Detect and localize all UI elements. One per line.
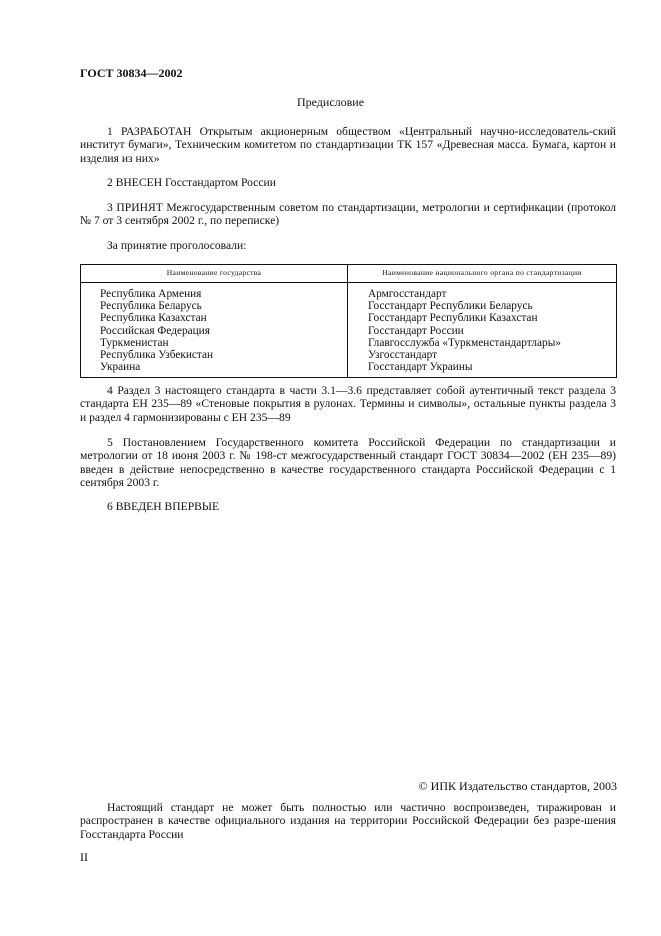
table-cell-state: Туркменистан — [81, 337, 348, 349]
paragraph-resolution: 5 Постановлением Государственного комитета Российской Федерации по стандартизации и метрологии от 18 июня 2003 г. № 198-ст межгосударственный стандарт ГОСТ 30834—2002 (ЕН 235—89) введен в действие непосредственно в качестве государственного стандарта Российской Федерации с 1 сентября 2003 г. — [80, 436, 616, 490]
table-cell-state: Республика Узбекистан — [81, 349, 348, 361]
copyright-notice: © ИПК Издательство стандартов, 2003 — [418, 779, 617, 793]
table-header-standards-body: Наименование национального органа по стандартизации — [348, 265, 617, 283]
paragraph-harmonization: 4 Раздел 3 настоящего стандарта в части 3.1—3.6 представляет собой аутентичный текст раздела 3 стандарта ЕН 235—89 «Стеновые покрытия в рулонах. Термины и символы», остальные пункты раздела 3 и раздел 4 гармонизированы с ЕН 235—89 — [80, 384, 616, 424]
paragraph-voted: За принятие проголосовали: — [107, 239, 247, 252]
voting-table — [80, 264, 617, 378]
table-header-row — [81, 265, 617, 283]
paragraph-developed: 1 РАЗРАБОТАН Открытым акционерным обществом «Центральный научно-исследователь-ский институт бумаги», Техническим комитетом по стандартизации ТК 157 «Древесная масса. Бумага, картон и изделия из них» — [80, 125, 616, 165]
paragraph-adopted: 3 ПРИНЯТ Межгосударственным советом по стандартизации, метрологии и сертификации (протокол № 7 от 3 сентября 2002 г., по переписке) — [80, 201, 616, 228]
reproduction-notice: Настоящий стандарт не может быть полностью или частично воспроизведен, тиражирован и распространен в качестве официального издания на территории Российской Федерации без разре-шения Госстандарта России — [80, 801, 616, 841]
table-row — [81, 283, 617, 301]
document-code: ГОСТ 30834—2002 — [80, 66, 183, 80]
table-cell-standards-body: Узгосстандарт — [348, 349, 617, 361]
paragraph-first-introduced: 6 ВВЕДЕН ВПЕРВЫЕ — [107, 500, 220, 513]
table-cell-state: Российская Федерация — [81, 325, 348, 337]
table-row — [81, 337, 617, 349]
table-cell-standards-body: Армгосстандарт — [348, 283, 617, 301]
table-cell-standards-body: Госстандарт Республики Казахстан — [348, 312, 617, 324]
table-header-state: Наименование государства — [81, 265, 348, 283]
table-row — [81, 361, 617, 378]
paragraph-introduced: 2 ВНЕСЕН Госстандартом России — [107, 176, 276, 189]
page-number: II — [80, 850, 88, 864]
table-cell-standards-body: Госстандарт России — [348, 325, 617, 337]
table-row — [81, 312, 617, 324]
section-title: Предисловие — [296, 95, 365, 109]
table-cell-standards-body: Госстандарт Украины — [348, 361, 617, 378]
table-row — [81, 300, 617, 312]
table-cell-standards-body: Госстандарт Республики Беларусь — [348, 300, 617, 312]
table-cell-state: Украина — [81, 361, 348, 378]
table-cell-state: Республика Казахстан — [81, 312, 348, 324]
table-cell-state: Республика Беларусь — [81, 300, 348, 312]
table-row — [81, 325, 617, 337]
table-cell-state: Республика Армения — [81, 283, 348, 301]
table-row — [81, 349, 617, 361]
table-cell-standards-body: Главгосслужба «Туркменстандартлары» — [348, 337, 617, 349]
